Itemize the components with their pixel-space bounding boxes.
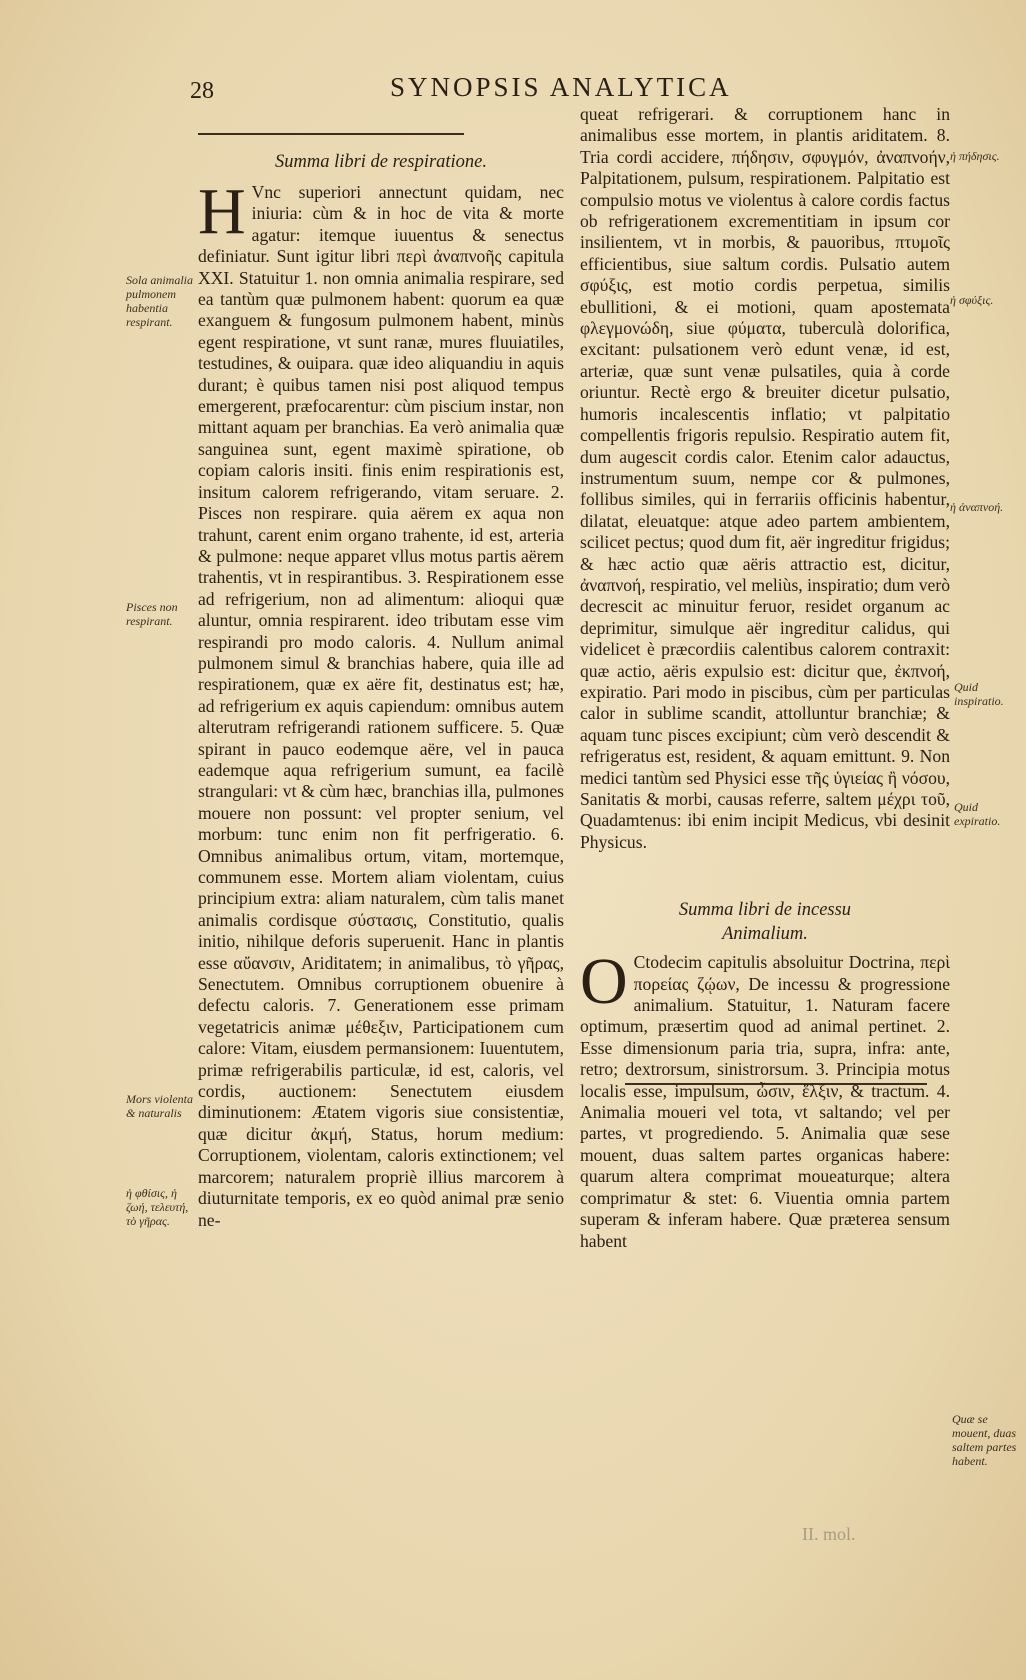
left-title-rule (198, 133, 464, 135)
drop-cap-o: O (580, 945, 628, 1019)
section-title-incessu-1: Summa libri de incessu (678, 900, 852, 921)
margin-note: Quæ se mouent, duas saltem partes habent. (952, 1412, 1017, 1468)
left-column (198, 150, 564, 1231)
right-column (580, 104, 950, 1252)
respiratione-continued: queat refrigerari. & corruptionem hanc in animalibus esse mortem, in plantis ariditatem. 8. Tria cordi accidere, πήδησιν, σφυγμόν, ἀναπνοήν, Palpitationem, pulsum, respirationem. Palpitatio est compulsio motus ve violentus à calore cordis factus ob refrigerationem excrementitiam in ipsum cor insilientem, vt in morbis, & pauoribus, πτυμοῖς efficientibus, siue saltum cordis. Pulsatio autem σφύξις, est motio cordis perpetua, similis ebullitioni, & ei motioni, quam apostemata φλεγμονώδη, siue φύματα, tuberculà dolorifica, excitant: pulsationem verò edunt venæ, id est, arteriæ, quæ sunt venæ pulsatiles, quia à corde oriuntur. Rectè ergo & breuiter dicetur pulsatio, humoris incalescentis inflatio; vt palpitatio compellentis frigoris repulsio. Respiratio autem fit, dum augescit cordis calor. Etenim calor adauctus, instrumentum suum, nempe cor & pulmones, follibus similes, qui in ferrariis officinis habentur, dilatat, eleuatque: atque adeo partem ambientem, scilicet pectus; quod dum fit, aër ingreditur frigidus; & hæc actio quæ aëris attractio est, dicitur, ἀναπνοή, respiratio, vel meliùs, inspiratio; dum verò decrescit ac minuitur feruor, residet organum ac deprimitur, simulque aër ingreditur calidus, qui videlicet è præcordiis calentibus calorem contraxit: quæ actio, aëris expulsio est: dicitur que, ἐκπνοή, expiratio. Pari modo in piscibus, cùm per particulas calor in sublime scandit, attolluntur branchiæ; & aquam tunc pisces excipiunt; cùm verò descendit & refrigeratus est, resident, & aquam emittunt. 9. Non medici tantùm sed Physici esse τῆς ὑγιείας ἢ νόσου, Sanitatis & morbi, causas referre, saltem μέχρι τοῦ, Quadamtenus: ibi enim incipit Medicus, vbi desinit Physicus. (580, 104, 950, 852)
respiratione-text: Vnc superiori annectunt quidam, nec iniuria: cùm & in hoc de vita & morte agatur: itemque iuuentus & senectus definiatur. Sunt igitur libri περὶ ἀναπνοῆς capitula XXI. Statuitur 1. non omnia animalia respirare, sed ea tantùm quæ pulmonem habent: quorum ea quæ exanguem & fungosum pulmonem habent, minùs egent respiratione, vt sunt ranæ, mures fluuiatiles, testudines, & ouipara. quæ ideo aliquandiu in aquis durant; è quibus tamen nisi post aliquod tempus emergerent, præfocarentur: cùm piscium instar, non mittant aquam per branchias. Ea verò animalia quæ sanguinea sunt, egent maximè spiratione, ob copiam caloris insiti. finis enim respirationis est, insitum calorem refrigerando, vitam seruare. 2. Pisces non respirare. quia aërem ex aqua non trahunt, carent enim organo trahente, id est, arteria & pulmone: neque apparet vllus motus partis aërem trahentis, vt in respirantibus. 3. Respirationem esse ad refrigerium, non ad alimentum: alioqui quæ aluntur, omnia respirarent. ideo tributam esse vim respirandi pro modo caloris. 4. Nullum animal pulmonem simul & branchias habere, quia ille ad respirationem, quæ ex aëre fit, destinatus est; hæ, ad refrigerium ex aquis capiendum: omnibus autem alterutram refrigerandi rationem sufficere. 5. Quæ spirant in pauco eodemque aëre, vel in pauca eademque aqua refrigerium sumunt, ea facilè strangulari: vt & cùm hæc, branchias illa, pulmones mouere non possunt: vel propter senium, vel morbum: tunc enim non fit perfrigeratio. 6. Omnibus animalibus ortum, vitam, mortemque, communem esse. Mortem aliam violentam, cuius principium extra: aliam naturalem, cùm talis manet animalis cordisque σύστασις, Constitutio, qualis initio, nihilque deforis superuenit. Hanc in plantis esse αὔανσιν, Ariditatem; in animalibus, τὸ γῆρας, Senectutem. Omnibus corruptionem obuenire à defectu caloris. 7. Generationem esse primam vegetatricis animæ μέθεξιν, Participationem cum calore: Vitam, eiusdem permansionem: Iuuentutem, primæ refrigerabilis particulæ, id est, caloris, vel cordis, auctionem: Senectutem eiusdem diminutionem: Ætatem vigoris siue consistentiæ, quæ dicitur ἀκμή, Status, horum medium: Corruptionem, violentam, caloris extinctionem; vel marcorem; naturalem propriè illius marcorem à diuturnitate temporis, ex eo quòd animal præ senio ne- (198, 182, 564, 1230)
margin-note: Sola animalia pulmonem habentia respirant. (126, 273, 194, 329)
incessu-body (580, 945, 950, 1252)
margin-note: Mors violenta & naturalis (126, 1092, 193, 1120)
margin-note: Quid inspiratio. (954, 680, 1004, 708)
margin-note: ἡ πήδησις. (950, 149, 1000, 163)
section-title-respiratione: Summa libri de respiratione. (274, 152, 488, 172)
catchword: II. mol. (802, 1524, 856, 1544)
incessu-text: Ctodecim capitulis absoluitur Doctrina, περὶ πορείας ζῴων, De incessu & progressione animalium. Statuitur, 1. Naturam facere optimum, præsertim quod ad animal pertinet. 2. Esse dimensionum paria tria, supra, infra: ante, retro; dextrorsum, sinistrorsum. 3. Principia motus localis esse, impulsum, ὦσιν, ἕλξιν, & tractum. 4. Animalia moueri vel tota, vt saltando; vel per partes, vt progrediendo. 5. Animalia quæ sese mouent, duas saltem partes organicas habere: quarum altera comprimat moueaturque; altera comprimatur & stet: 6. Viuentia omnia partem superam & inferam habere. Quæ præterea sensum habent (580, 952, 950, 1251)
margin-note: ἡ σφύξις. (950, 293, 994, 307)
drop-cap-h: H (198, 175, 246, 248)
respiratione-body (198, 175, 564, 1231)
section-title-incessu-2: Animalium. (722, 924, 808, 945)
running-title: SYNOPSIS ANALYTICA (390, 72, 732, 102)
margin-note: Pisces non respirant. (126, 600, 178, 628)
margin-note: Quid expiratio. (954, 800, 1001, 828)
margin-note: ἡ φθίσις, ἡ ζωή, τελευτή, τὸ γῆρας. (126, 1186, 189, 1228)
page-number: 28 (190, 78, 214, 104)
margin-note: ἡ ἀναπνοή. (950, 500, 1004, 514)
